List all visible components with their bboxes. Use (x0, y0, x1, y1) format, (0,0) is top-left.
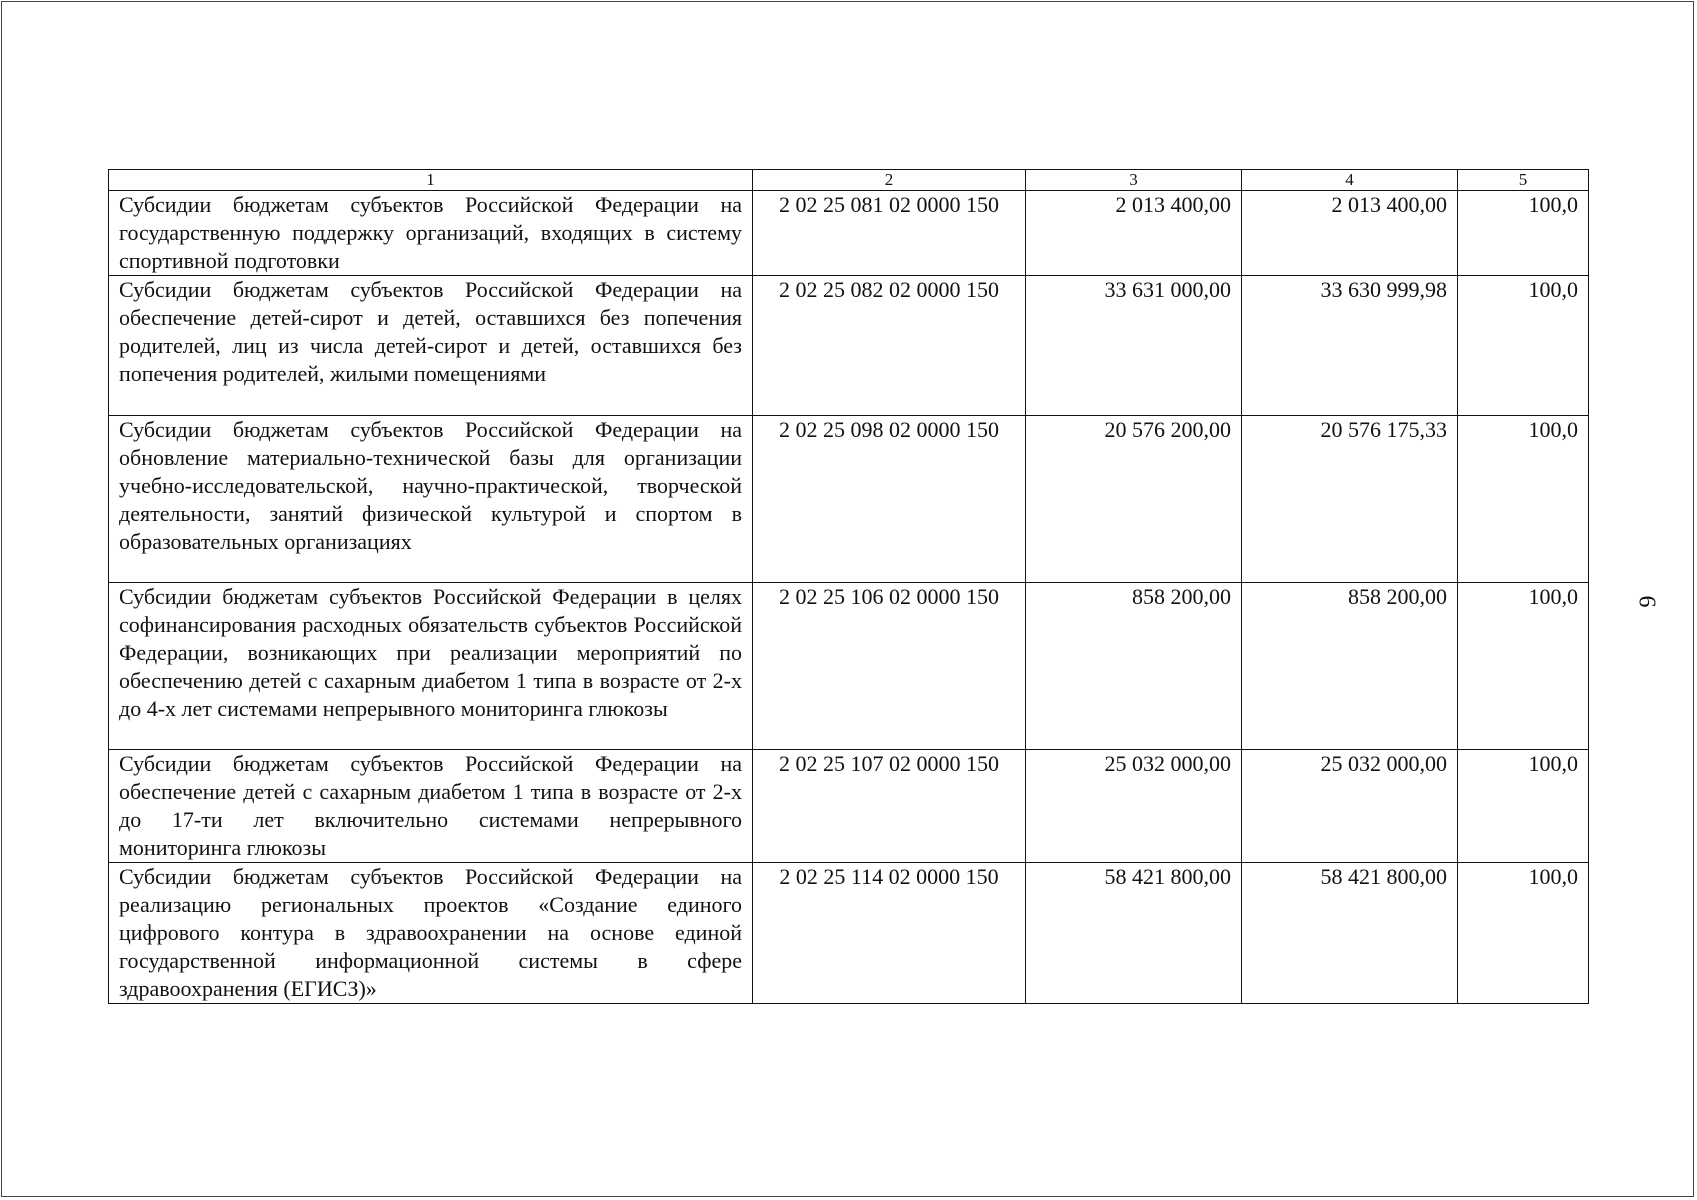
row-actual: 33 630 999,98 (1242, 276, 1458, 416)
row-name: Субсидии бюджетам субъектов Российской Федерации на государственную поддержку организаций, входящих в систему спортивной подготовки (109, 191, 753, 276)
row-code: 2 02 25 107 02 0000 150 (753, 750, 1026, 863)
row-actual: 20 576 175,33 (1242, 416, 1458, 583)
row-actual: 858 200,00 (1242, 583, 1458, 750)
row-percent: 100,0 (1458, 416, 1589, 583)
row-code: 2 02 25 082 02 0000 150 (753, 276, 1026, 416)
header-cell-1: 1 (109, 170, 753, 191)
header-cell-2: 2 (753, 170, 1026, 191)
row-percent: 100,0 (1458, 276, 1589, 416)
row-plan: 58 421 800,00 (1026, 863, 1242, 1004)
header-cell-5: 5 (1458, 170, 1589, 191)
row-percent: 100,0 (1458, 750, 1589, 863)
row-code: 2 02 25 114 02 0000 150 (753, 863, 1026, 1004)
table-row (109, 416, 1589, 583)
row-name: Субсидии бюджетам субъектов Российской Федерации на обеспечение детей с сахарным диабетом 1 типа в возрасте от 2-х до 17-ти лет включительно системами непрерывного мониторинга глюкозы (109, 750, 753, 863)
row-actual: 58 421 800,00 (1242, 863, 1458, 1004)
row-plan: 33 631 000,00 (1026, 276, 1242, 416)
row-percent: 100,0 (1458, 191, 1589, 276)
row-name: Субсидии бюджетам субъектов Российской Федерации на обновление материально-технической базы для организации учебно-исследовательской, научно-практической, творческой деятельности, занятий физической культурой и спортом в образовательных организациях (109, 416, 753, 583)
row-name: Субсидии бюджетам субъектов Российской Федерации на обеспечение детей-сирот и детей, оставшихся без попечения родителей, лиц из числа детей-сирот и детей, оставшихся без попечения родителей, жилыми помещениями (109, 276, 753, 416)
row-code: 2 02 25 081 02 0000 150 (753, 191, 1026, 276)
row-name: Субсидии бюджетам субъектов Российской Федерации в целях софинансирования расходных обязательств субъектов Российской Федерации, возникающих при реализации мероприятий по обеспечению детей с сахарным диабетом 1 типа в возрасте от 2-х до 4-х лет системами непрерывного мониторинга глюкозы (109, 583, 753, 750)
row-actual: 25 032 000,00 (1242, 750, 1458, 863)
page-number: 6 (1633, 595, 1660, 608)
row-plan: 858 200,00 (1026, 583, 1242, 750)
table-row (109, 276, 1589, 416)
table-row (109, 583, 1589, 750)
table-row (109, 750, 1589, 863)
table-row (109, 191, 1589, 276)
table-header-row (109, 170, 1589, 191)
row-plan: 2 013 400,00 (1026, 191, 1242, 276)
row-name: Субсидии бюджетам субъектов Российской Федерации на реализацию региональных проектов «Создание единого цифрового контура в здравоохранении на основе единой государственной информационной системы в сфере здравоохранения (ЕГИСЗ)» (109, 863, 753, 1004)
row-code: 2 02 25 098 02 0000 150 (753, 416, 1026, 583)
row-code: 2 02 25 106 02 0000 150 (753, 583, 1026, 750)
header-cell-3: 3 (1026, 170, 1242, 191)
budget-table (108, 169, 1589, 1004)
row-percent: 100,0 (1458, 583, 1589, 750)
row-percent: 100,0 (1458, 863, 1589, 1004)
row-actual: 2 013 400,00 (1242, 191, 1458, 276)
row-plan: 25 032 000,00 (1026, 750, 1242, 863)
header-cell-4: 4 (1242, 170, 1458, 191)
table-row (109, 863, 1589, 1004)
row-plan: 20 576 200,00 (1026, 416, 1242, 583)
